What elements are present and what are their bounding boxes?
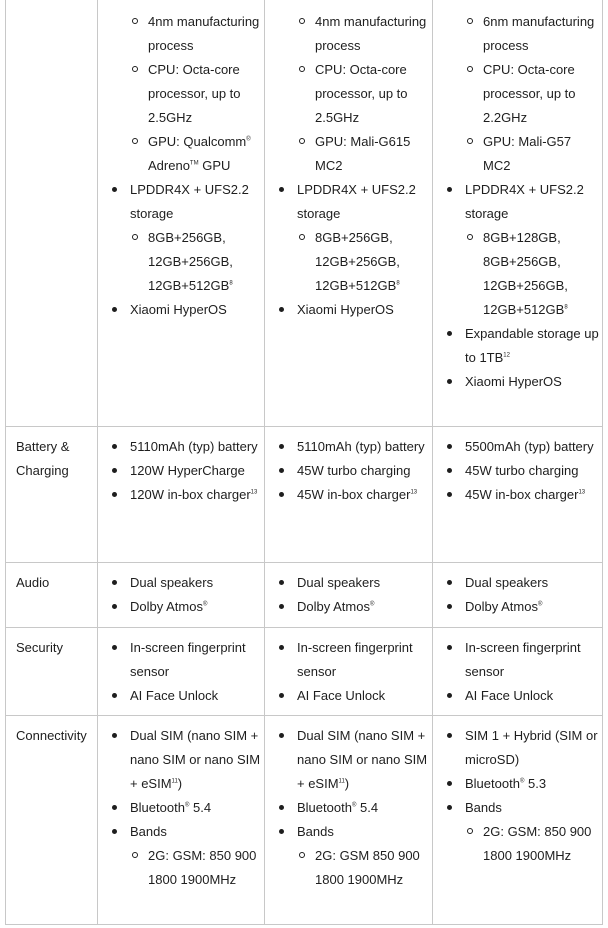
list-item: [271, 435, 431, 459]
item-text: 2G: GSM: 850 900 1800 1900MHz: [483, 824, 592, 863]
list-item: [104, 571, 262, 595]
footnote-marker: TM: [189, 160, 199, 167]
sub-list-item: [104, 58, 262, 130]
sub-list-item: [439, 130, 601, 178]
footnote-marker: 13: [410, 489, 418, 496]
sub-list-item: [271, 844, 431, 892]
item-text: Xiaomi HyperOS: [465, 374, 562, 389]
list-item: [104, 595, 262, 619]
spec-list: [104, 10, 262, 322]
row-divider-1: [5, 426, 603, 427]
sub-list-item: [271, 226, 431, 298]
list-item: [271, 796, 431, 820]
spec-list: [271, 724, 431, 892]
cell-platform-2: [271, 10, 431, 322]
item-text: 5500mAh (typ) battery: [465, 439, 594, 454]
item-text: GPU: Qualcomm: [148, 134, 247, 149]
item-text: 5110mAh (typ) battery: [130, 439, 258, 454]
cell-audio-1: [104, 571, 262, 619]
item-text: 2G: GSM 850 900 1800 1900MHz: [315, 848, 420, 887]
item-text: 45W in-box charger: [465, 487, 579, 502]
spec-list: [104, 435, 262, 507]
list-item: [104, 435, 262, 459]
footnote-marker: 13: [250, 489, 258, 496]
cell-battery-2: [271, 435, 431, 507]
list-item: [104, 636, 262, 684]
row-label-battery: Battery & Charging: [16, 439, 70, 478]
list-item: [439, 459, 601, 483]
list-item: [104, 820, 262, 844]
cell-battery-3: [439, 435, 601, 507]
item-text: 4nm manufacturing process: [315, 14, 427, 53]
list-item: [271, 178, 431, 226]
cell-audio-2: [271, 571, 431, 619]
list-item: [104, 724, 262, 796]
footnote-marker: 12: [503, 352, 510, 359]
item-text: Dual speakers: [130, 575, 214, 590]
sub-list-item: [104, 10, 262, 58]
footnote-marker: 8: [396, 280, 400, 287]
cell-platform-3: [439, 10, 601, 394]
item-text: 4nm manufacturing process: [148, 14, 260, 53]
list-item: [439, 483, 601, 507]
item-text: 45W in-box charger: [297, 487, 411, 502]
list-item: [271, 595, 431, 619]
item-text: Bands: [297, 824, 334, 839]
table-border-right: [602, 0, 603, 925]
footnote-marker: 13: [578, 489, 586, 496]
spec-list: [439, 724, 601, 868]
item-text: LPDDR4X + UFS2.2 storage: [465, 182, 584, 221]
list-item: [104, 178, 262, 226]
item-text: Adreno: [148, 158, 190, 173]
item-text: LPDDR4X + UFS2.2 storage: [130, 182, 249, 221]
footnote-marker: 8: [229, 280, 233, 287]
row-label-audio: Audio: [16, 575, 50, 590]
list-item: [104, 796, 262, 820]
list-item: [439, 796, 601, 820]
sub-list-item: [271, 58, 431, 130]
item-text: 45W turbo charging: [297, 463, 411, 478]
item-text: 6nm manufacturing process: [483, 14, 595, 53]
cell-connectivity-1: [104, 724, 262, 892]
row-divider-3: [5, 627, 603, 628]
cell-security-2: [271, 636, 431, 708]
sub-list-item: [439, 58, 601, 130]
cell-platform-1: [104, 10, 262, 322]
row-divider-2: [5, 562, 603, 563]
item-text: 2G: GSM: 850 900 1800 1900MHz: [148, 848, 257, 887]
list-item: [104, 483, 262, 507]
item-text: CPU: Octa-core processor, up to 2.5GHz: [315, 62, 408, 125]
sub-list-item: [439, 820, 601, 868]
item-text: Dolby Atmos: [130, 599, 203, 614]
footnote-marker: ®: [202, 601, 208, 608]
footnote-marker: ®: [184, 802, 190, 809]
list-item: [439, 636, 601, 684]
item-text: CPU: Octa-core processor, up to 2.2GHz: [483, 62, 576, 125]
row-divider-4: [5, 715, 603, 716]
list-item: [439, 322, 601, 370]
footnote-marker: 8: [564, 304, 568, 311]
item-text: Bands: [465, 800, 502, 815]
sub-list-item: [439, 10, 601, 58]
spec-list: [271, 571, 431, 619]
spec-list: [104, 724, 262, 892]
list-item: [271, 820, 431, 844]
item-text: In-screen fingerprint sensor: [130, 640, 246, 679]
item-text: 120W in-box charger: [130, 487, 251, 502]
list-item: [104, 298, 262, 322]
list-item: [271, 459, 431, 483]
item-text: Dual SIM (nano SIM + nano SIM or nano SIM + eSIM: [130, 728, 261, 791]
cell-connectivity-2: [271, 724, 431, 892]
list-item: [104, 684, 262, 708]
list-item: [271, 724, 431, 796]
sub-list-item: [271, 130, 431, 178]
item-text: Xiaomi HyperOS: [130, 302, 227, 317]
list-item: [439, 370, 601, 394]
column-divider-3: [432, 0, 433, 925]
list-item: [439, 435, 601, 459]
item-text: LPDDR4X + UFS2.2 storage: [297, 182, 416, 221]
item-text: In-screen fingerprint sensor: [297, 640, 413, 679]
item-text: 8GB+256GB, 12GB+256GB, 12GB+512GB: [315, 230, 400, 293]
item-text: Bluetooth: [130, 800, 185, 815]
list-item: [271, 571, 431, 595]
table-border-bottom: [5, 924, 603, 925]
item-text: Dolby Atmos: [465, 599, 538, 614]
item-text: 5.4: [189, 800, 212, 815]
footnote-marker: ®: [351, 802, 357, 809]
spec-list: [439, 571, 601, 619]
spec-list: [104, 571, 262, 619]
item-text: SIM 1 + Hybrid (SIM or microSD): [465, 728, 598, 767]
item-text: GPU: Mali-G615 MC2: [315, 134, 411, 173]
sub-list-item: [104, 226, 262, 298]
item-text: Dual speakers: [297, 575, 381, 590]
list-item: [104, 459, 262, 483]
item-text: Xiaomi HyperOS: [297, 302, 394, 317]
list-item: [439, 595, 601, 619]
item-text: 5.3: [524, 776, 547, 791]
item-text: Dolby Atmos: [297, 599, 370, 614]
cell-security-1: [104, 636, 262, 708]
item-text: Dual speakers: [465, 575, 549, 590]
item-text: 8GB+256GB, 12GB+256GB, 12GB+512GB: [148, 230, 233, 293]
item-text: 120W HyperCharge: [130, 463, 245, 478]
footnote-marker: ®: [519, 778, 525, 785]
list-item: [271, 483, 431, 507]
table-border-left: [5, 0, 6, 925]
footnote-marker: ®: [537, 601, 543, 608]
item-text: GPU: Mali-G57 MC2: [483, 134, 572, 173]
spec-list: [271, 10, 431, 322]
item-text: Bluetooth: [465, 776, 520, 791]
item-text: Expandable storage up to 1TB: [465, 326, 599, 365]
row-label-connectivity: Connectivity: [16, 728, 87, 743]
item-text: 8GB+128GB, 8GB+256GB, 12GB+256GB, 12GB+512GB: [483, 230, 568, 317]
list-item: [271, 636, 431, 684]
spec-list: [439, 435, 601, 507]
sub-list-item: [439, 226, 601, 322]
list-item: [439, 571, 601, 595]
list-item: [439, 684, 601, 708]
list-item: [271, 298, 431, 322]
cell-security-3: [439, 636, 601, 708]
list-item: [271, 684, 431, 708]
item-text: CPU: Octa-core processor, up to 2.5GHz: [148, 62, 241, 125]
sub-list-item: [104, 844, 262, 892]
footnote-marker: 11: [171, 778, 178, 785]
item-text: GPU: [198, 158, 231, 173]
list-item: [439, 772, 601, 796]
row-label-security: Security: [16, 640, 63, 655]
footnote-marker: ®: [369, 601, 375, 608]
column-divider-2: [264, 0, 265, 925]
item-text: ): [344, 776, 350, 791]
sub-list-item: [271, 10, 431, 58]
item-text: 5.4: [356, 800, 379, 815]
cell-connectivity-3: [439, 724, 601, 868]
item-text: Dual SIM (nano SIM + nano SIM or nano SIM + eSIM: [297, 728, 428, 791]
item-text: 45W turbo charging: [465, 463, 579, 478]
item-text: AI Face Unlock: [465, 688, 554, 703]
item-text: ): [177, 776, 183, 791]
spec-list: [271, 435, 431, 507]
list-item: [439, 724, 601, 772]
item-text: AI Face Unlock: [297, 688, 386, 703]
spec-list: [271, 636, 431, 708]
sub-list-item: [104, 130, 262, 178]
cell-audio-3: [439, 571, 601, 619]
column-divider-1: [97, 0, 98, 925]
item-text: Bands: [130, 824, 167, 839]
spec-list: [104, 636, 262, 708]
item-text: In-screen fingerprint sensor: [465, 640, 581, 679]
list-item: [439, 178, 601, 226]
footnote-marker: 11: [338, 778, 345, 785]
footnote-marker: ®: [246, 136, 251, 143]
item-text: 5110mAh (typ) battery: [297, 439, 425, 454]
item-text: Bluetooth: [297, 800, 352, 815]
item-text: AI Face Unlock: [130, 688, 219, 703]
spec-list: [439, 10, 601, 394]
cell-battery-1: [104, 435, 262, 507]
spec-list: [439, 636, 601, 708]
